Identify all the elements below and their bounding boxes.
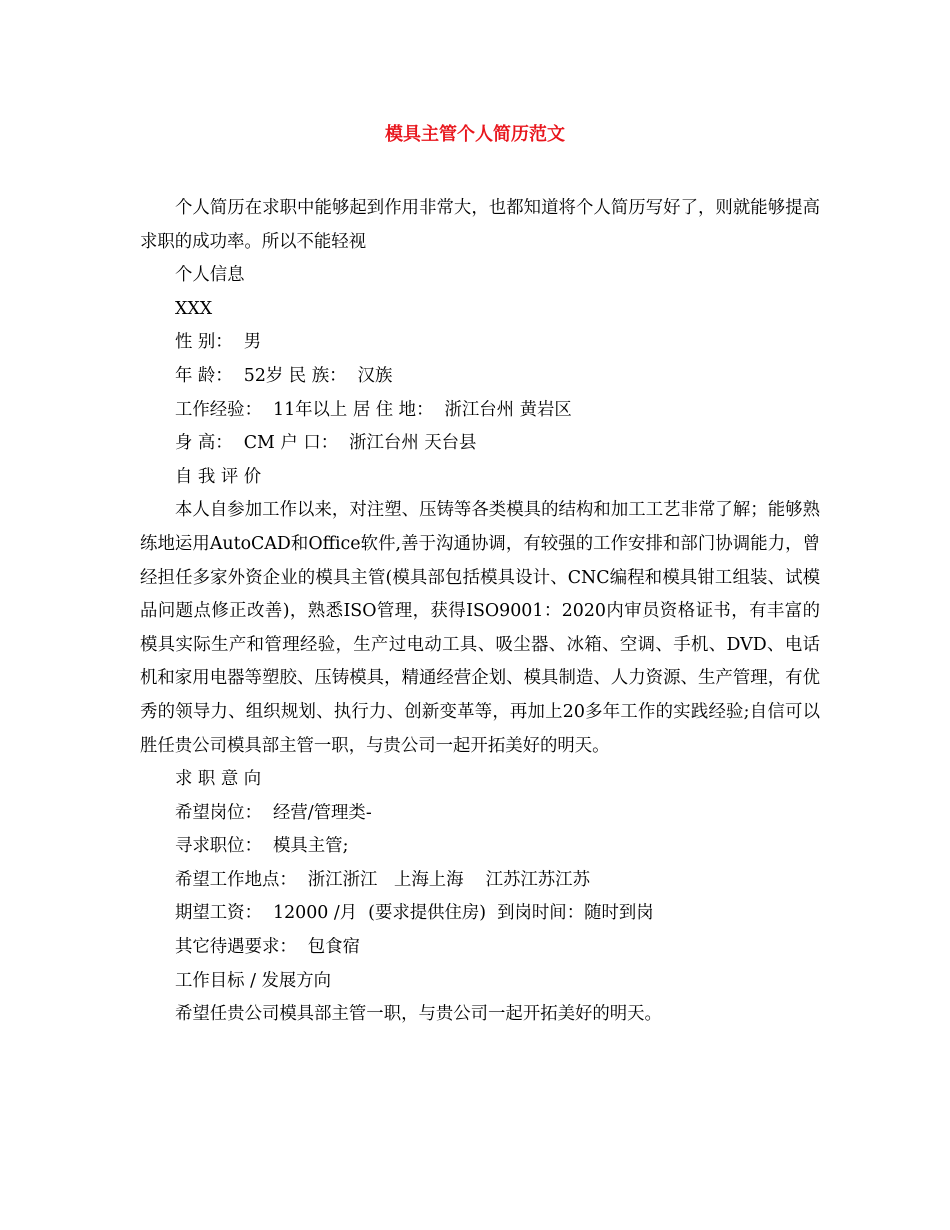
seeking-position-line: 寻求职位： 模具主管; bbox=[175, 836, 349, 857]
career-goal-heading: 工作目标 / 发展方向 bbox=[175, 970, 332, 991]
document-title: 模具主管个人简历范文 bbox=[385, 124, 565, 145]
experience-line: 工作经验： 11年以上 居 住 地： 浙江台州 黄岩区 bbox=[175, 399, 572, 420]
gender-line: 性 别： 男 bbox=[175, 332, 262, 353]
height-line: 身 高： CM 户 口： 浙江台州 天台县 bbox=[175, 433, 477, 454]
job-intention-heading: 求 职 意 向 bbox=[175, 769, 262, 790]
self-evaluation-paragraph: 本人自参加工作以来，对注塑、压铸等各类模具的结构和加工工艺非常了解；能够熟练地运用AutoCAD和Office软件,善于沟通协调，有较强的工作安排和部门协调能力，曾经担任多家外资企业的模具主管(模具部包括模具设计、CNC编程和模具钳工组装、试模品问题点修正改善)，熟悉ISO管理，获得ISO9001：2020内审员资格证书，有丰富的模具实际生产和管理经验，生产过电动工具、吸尘器、冰箱、空调、手机、DVD、电话机和家用电器等塑胶、压铸模具，精通经营企划、模具制造、人力资源、生产管理，有优秀的领导力、组织规划、执行力、创新变革等，再加上20多年工作的实践经验;自信可以胜任贵公司模具部主管一职，与贵公司一起开拓美好的明天。 bbox=[140, 500, 820, 756]
name-line: XXX bbox=[175, 298, 213, 319]
age-line: 年 龄： 52岁 民 族： 汉族 bbox=[175, 365, 393, 386]
other-benefits-line: 其它待遇要求： 包食宿 bbox=[175, 937, 360, 958]
document-body bbox=[140, 192, 820, 1032]
self-evaluation-heading: 自 我 评 价 bbox=[175, 466, 262, 487]
intro-paragraph: 个人简历在求职中能够起到作用非常大，也都知道将个人简历写好了，则就能够提高求职的成功率。所以不能轻视 bbox=[140, 198, 820, 252]
personal-info-heading: 个人信息 bbox=[175, 265, 245, 286]
career-goal-text: 希望任贵公司模具部主管一职，与贵公司一起开拓美好的明天。 bbox=[175, 1004, 662, 1025]
desired-position-line: 希望岗位： 经营/管理类- bbox=[175, 802, 372, 823]
desired-location-line: 希望工作地点： 浙江浙江 上海上海 江苏江苏江苏 bbox=[175, 869, 590, 890]
expected-salary-line: 期望工资： 12000 /月 (要求提供住房) 到岗时间：随时到岗 bbox=[175, 903, 654, 924]
